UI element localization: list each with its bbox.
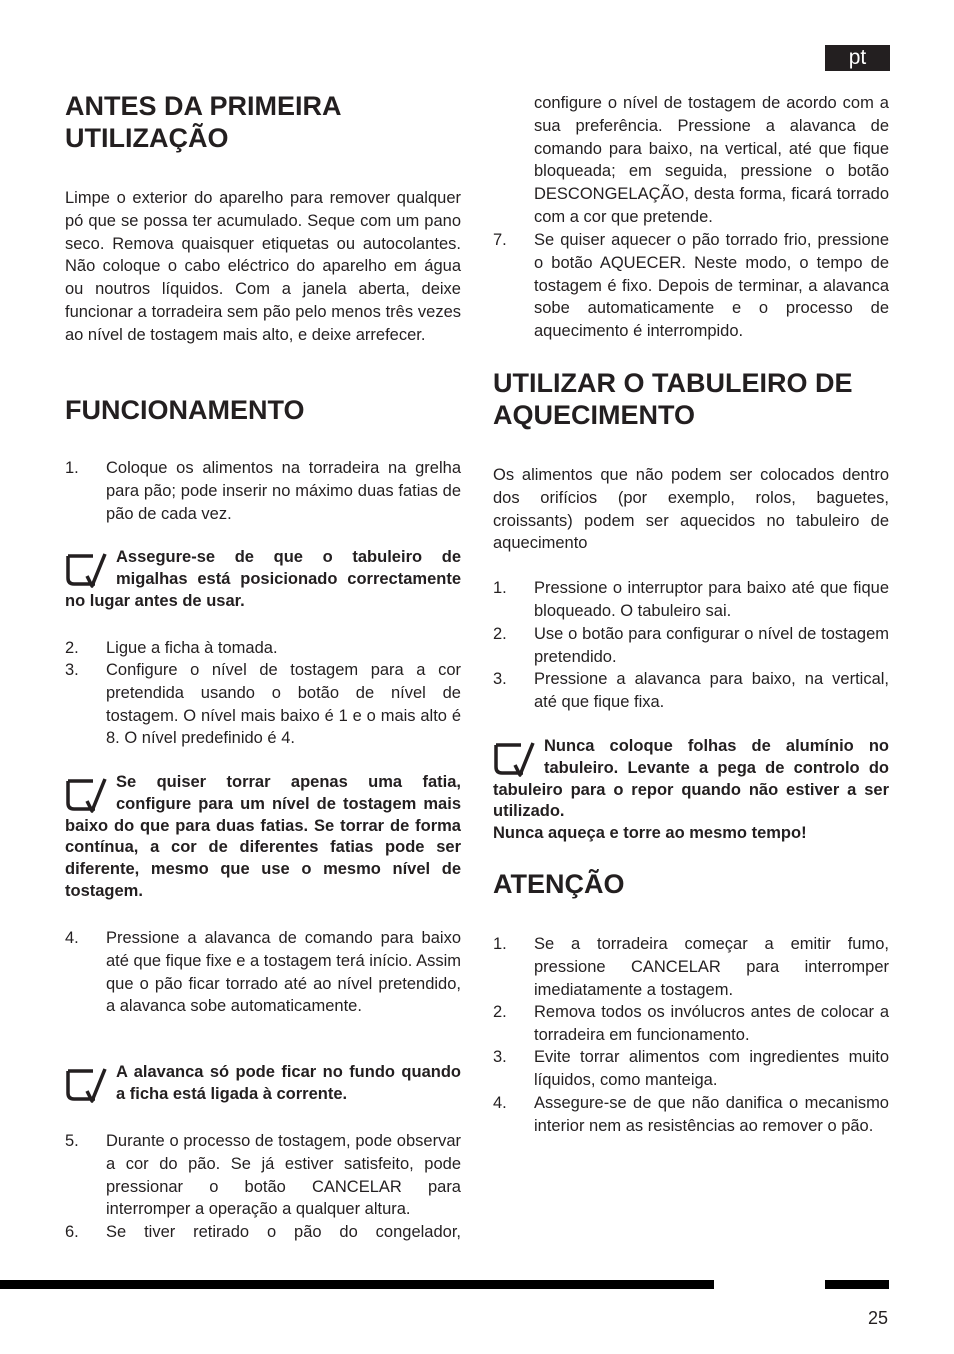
list-number: 3. — [65, 661, 79, 679]
list-item — [65, 457, 461, 525]
list-number: 6. — [65, 1223, 79, 1241]
note-text: Nunca coloque folhas de alumínio no tabuleiro. Levante a pega de controlo do tabuleiro para o repor quando não estiver a ser utilizado. — [493, 737, 889, 821]
list-text: Coloque os alimentos na torradeira na grelha para pão; pode inserir no máximo duas fatias de pão de cada vez. — [106, 459, 461, 523]
list-item — [65, 1130, 461, 1221]
list-item — [65, 927, 461, 1018]
list-text: Pressione a alavanca para baixo, na vertical, até que fique fixa. — [534, 670, 889, 711]
list-text: Use o botão para configurar o nível de tostagem pretendido. — [534, 625, 889, 666]
heading-operation: FUNCIONAMENTO — [65, 395, 305, 425]
list-item — [493, 933, 889, 1001]
list-item — [493, 1046, 889, 1092]
rack-intro-paragraph: Os alimentos que não podem ser colocados dentro dos orifícios (por exemplo, rolos, baguetes, croissants) podem ser aquecidos no tabuleiro de aquecimento — [493, 466, 889, 553]
checkmark-note-icon — [493, 737, 539, 779]
list-text: Se tiver retirado o pão do congelador, — [106, 1223, 461, 1241]
list-text: Durante o processo de tostagem, pode observar a cor do pão. Se já estiver satisfeito, pode pressionar o botão CANCELAR para interromper a operação a qualquer altura. — [106, 1132, 461, 1219]
list-number: 2. — [493, 625, 507, 643]
note-text: Assegure-se de que o tabuleiro de migalhas está posicionado correctamente no lugar antes de usar. — [65, 548, 461, 610]
list-number: 1. — [493, 935, 507, 953]
list-number: 5. — [65, 1132, 79, 1150]
list-text: Se quiser aquecer o pão torrado frio, pressione o botão AQUECER. Neste modo, o tempo de tostagem é fixo. Depois de terminar, a alavanca sobe automaticamente e o processo de aquecimento é interrompido. — [534, 231, 889, 341]
note-box — [65, 547, 461, 612]
list-number: 4. — [65, 929, 79, 947]
heading-attention: ATENÇÃO — [493, 869, 625, 899]
checkmark-note-icon — [65, 773, 111, 815]
heading-before-first-use: ANTES DA PRIMEIRA UTILIZAÇÃO — [65, 91, 341, 153]
list-item — [493, 1001, 889, 1047]
note-text: Se quiser torrar apenas uma fatia, configure para um nível de tostagem mais baixo do que para duas fatias. Se torrar de forma contínua, a cor de diferentes fatias pode ser diferente, mesmo que use o mesmo nível de tostagem. — [65, 773, 461, 900]
list-item — [65, 659, 461, 750]
list-number: 1. — [493, 579, 507, 597]
list-item — [493, 229, 889, 343]
note-box — [493, 736, 889, 845]
footer-rule-short — [825, 1280, 889, 1289]
list-number: 4. — [493, 1094, 507, 1112]
language-tag: pt — [825, 45, 890, 71]
note-text: A alavanca só pode ficar no fundo quando a ficha está ligada à corrente. — [116, 1063, 461, 1103]
list-text: Configure o nível de tostagem para a cor pretendida usando o botão de nível de tostagem. O nível mais baixo é 1 e o mais alto é 8. O nível predefinido é 4. — [106, 661, 461, 748]
list-item — [65, 637, 461, 660]
list-text: Se a torradeira começar a emitir fumo, pressione CANCELAR para interromper imediatamente a tostagem. — [534, 935, 889, 999]
list-item-continuation — [493, 92, 889, 229]
checkmark-note-icon — [65, 548, 111, 590]
page-number: 25 — [867, 1308, 888, 1328]
checkmark-note-icon — [65, 1063, 111, 1105]
list-number: 2. — [493, 1003, 507, 1021]
list-item — [493, 623, 889, 669]
list-text: Pressione o interruptor para baixo até que fique bloqueado. O tabuleiro sai. — [534, 579, 889, 620]
intro-paragraph: Limpe o exterior do aparelho para remover qualquer pó que se possa ter acumulado. Seque com um pano seco. Remova quaisquer etiquetas ou autocolantes. Não coloque o cabo eléctrico do aparelho em água ou noutros líquidos. Com a janela aberta, deixe funcionar a torradeira sem pão pelo menos três vezes ao nível de tostagem mais alto, e deixe arrefecer. — [65, 189, 461, 344]
list-number: 7. — [493, 231, 507, 249]
list-item — [493, 668, 889, 714]
list-number: 3. — [493, 1048, 507, 1066]
list-text: Pressione a alavanca de comando para baixo até que fique fixe e a tostagem terá início. Assim que o pão ficar torrado até ao nível pretendido, a alavanca sobe automaticamente. — [106, 929, 461, 1016]
list-number: 2. — [65, 639, 79, 657]
heading-warming-rack: UTILIZAR O TABULEIRO DE AQUECIMENTO — [493, 368, 853, 430]
list-text: configure o nível de tostagem de acordo com a sua preferência. Pressione a alavanca de comando para baixo, na vertical, até que fique bloqueada; em seguida, pressione o botão DESCONGELAÇÃO, desta forma, ficará torrado com a cor que pretende. — [534, 94, 889, 226]
list-text: Evite torrar alimentos com ingredientes muito líquidos, como manteiga. — [534, 1048, 889, 1089]
note-text-secondary: Nunca aqueça e torre ao mesmo tempo! — [493, 824, 807, 843]
list-number: 3. — [493, 670, 507, 688]
note-box — [65, 1062, 461, 1106]
list-text: Assegure-se de que não danifica o mecanismo interior nem as resistências ao remover o pão. — [534, 1094, 889, 1135]
list-text: Ligue a ficha à tomada. — [106, 639, 278, 657]
note-box — [65, 772, 461, 903]
list-number: 1. — [65, 459, 79, 477]
list-item — [493, 577, 889, 623]
footer-rule — [0, 1280, 714, 1289]
list-item — [65, 1221, 461, 1244]
list-text: Remova todos os invólucros antes de colocar a torradeira em funcionamento. — [534, 1003, 889, 1044]
list-item — [493, 1092, 889, 1138]
